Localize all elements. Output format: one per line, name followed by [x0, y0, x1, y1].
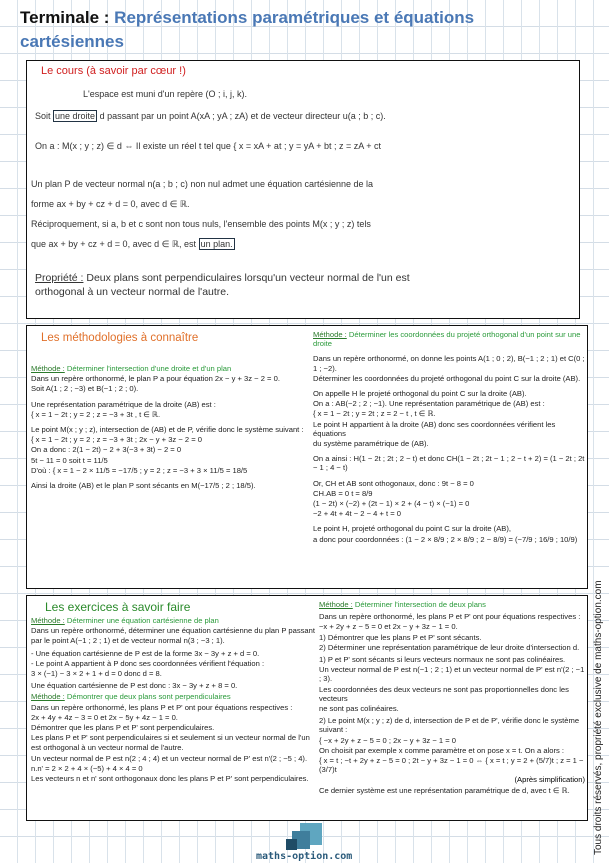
text-line: que ax + by + cz + d = 0, avec d ∈ ℝ, est un plan.	[31, 239, 233, 249]
text-line: n.n' = 2 × 2 + 4 × (−5) + 4 × 4 = 0	[31, 763, 143, 773]
title-text-2: cartésiennes	[20, 32, 124, 51]
text-line: 1) P et P' sont sécants si leurs vecteurs normaux ne sont pas colinéaires.	[319, 655, 566, 665]
text-line: (1 − 2t) × (−2) + (2t − 1) × 2 + (4 − t) × (−1) = 0	[313, 499, 470, 509]
page-title	[20, 6, 474, 54]
section-heading: Les méthodologies à connaître	[41, 332, 199, 344]
highlight-box: une droite	[55, 111, 96, 121]
text-line: Dans un repère orthonormé, le plan P a pour équation 2x − y + 3z − 2 = 0.	[31, 374, 280, 384]
text-line: - Une équation cartésienne de P est de la forme 3x − 3y + z + d = 0.	[31, 648, 260, 658]
text-line: { x = t ; −t + 2y + z − 5 = 0 ; 2t − y + 3z − 1 = 0 ⇔ { x = t ; y = 2 + (5/7)t ; z = 1 − (3/7)t	[319, 756, 584, 775]
note: (Après simplification)	[514, 775, 585, 785]
text-line: Démontrer que les plans P et P' sont perpendiculaires.	[31, 723, 215, 733]
text-line: Les plans P et P' sont perpendiculaires si et seulement si un vecteur normal de l'un	[31, 733, 310, 743]
method-intersection-plans: Méthode : Déterminer l'intersection de deux plans Dans un repère orthonormé, les plans P et P' ont pour équations respectives : −x + 2y + z − 5 = 0 et 2x − y + 3z − 1 = 0. 1) Démontrer que les plans P et P' sont sécants. 2) Déterminer une représentation paramétrique de leur droite d'intersection d. 1) P et P' sont sécants si leurs vecteurs normaux ne sont pas colinéaires. Un vecteur normal de P est n(−1 ; 2 ; 1) et un vecteur normal de P' est n'(2 ; −1 ; 3). Les coordonnées des deux vecteurs ne sont pas proportionnelles donc les vecteurs ne sont pas colinéaires. 2) Le point M(x ; y ; z) de d, intersection de P et de P', vérifie donc le système suivant : { −x + 2y + z − 5 = 0 ; 2x − y + 3z − 1 = 0 On choisit par exemple x comme paramètre et on pose x = t. On a alors : { x = t ; −t + 2y + z − 5 = 0 ; 2t − y + 3z − 1 = 0 ⇔ { x = t ; y = 2 + (5/7)t ; z = 1 − (3/7)t (Après simplification) Ce dernier système est une représentation paramétrique de d, avec t ∈ ℝ.	[319, 600, 585, 795]
section-heading: Le cours (à savoir par cœur !)	[41, 65, 186, 77]
methodologies-section	[26, 325, 588, 589]
text-line: L'espace est muni d'un repère (O ; i, j, k).	[83, 89, 248, 99]
text-line: - Le point A appartient à P donc ses coordonnées vérifient l'équation :	[31, 658, 265, 668]
text-line: par le point A(−1 ; 2 ; 1) et de vecteur normal n(3 ; −3 ; 1).	[31, 636, 225, 646]
text-line: On a : M(x ; y ; z) ∈ d ⇔ Il existe un réel t tel que { x = xA + at ; y = yA + bt ; z = zA + ct	[35, 141, 381, 151]
text-line: Un vecteur normal de P est n(−1 ; 2 ; 1) et un vecteur normal de P' est n'(2 ; −1 ; 3).	[319, 665, 585, 684]
text-line: On a donc : 2(1 − 2t) − 2 + 3(−3 + 3t) − 2 = 0	[31, 445, 182, 455]
text-line: est orthogonal à un vecteur normal de l'autre.	[31, 743, 184, 753]
section-heading: Les exercices à savoir faire	[45, 600, 191, 614]
text-line: Dans un repère orthonormé, les plans P et P' ont pour équations respectives :	[31, 702, 293, 712]
method-projete-orthogonal: Méthode : Déterminer les coordonnées du projeté orthogonal d'un point sur une droite Dans un repère orthonormé, on donne les points A(1 ; 0 ; 2), B(−1 ; 2 ; 1) et C(0 ; 1 ; −2). Déterminer les coordonnées du projeté orthogonal du point C sur la droite (AB). On appelle H le projeté orthogonal du point C sur la droite (AB). On a : AB(−2 ; 2 ; −1). Une représentation paramétrique de (AB) est : { x = 1 − 2t ; y = 2t ; z = 2 − t , t ∈ ℝ. Le point H appartient à la droite (AB) donc ses coordonnées vérifient les équations du système paramétrique de (AB). On a ainsi : H(1 − 2t ; 2t ; 2 − t) et donc CH(1 − 2t ; 2t − 1 ; 2 − t + 2) = (1 − 2t ; 2t − 1 ; 4 − t) Or, CH et AB sont othogonaux, donc : 9t − 8 = 0 CH.AB = 0 t = 8/9 (1 − 2t) × (−2) + (2t − 1) × 2 + (4 − t) × (−1) = 0 −2 + 4t + 4t − 2 − 4 + t = 0 Le point H, projeté orthogonal du point C sur la droite (AB), a donc pour coordonnées : (1 − 2 × 8/9 ; 2 × 8/9 ; 2 − 8/9) = (−7/9 ; 16/9 ; 10/9)	[313, 330, 585, 544]
text-line: CH.AB = 0 t = 8/9	[313, 488, 373, 498]
method-heading: Méthode : Démontrer que deux plans sont perpendiculaires	[31, 692, 231, 702]
text-line: ne sont pas colinéaires.	[319, 704, 399, 714]
text-line: Dans un repère orthonormé, on donne les points A(1 ; 0 ; 2), B(−1 ; 2 ; 1) et C(0 ; 1 ; −2).	[313, 354, 585, 373]
text-line: { x = 1 − 2t ; y = 2 ; z = −3 + 3t , t ∈ ℝ.	[31, 409, 161, 419]
title-prefix: Terminale :	[20, 8, 110, 27]
text-line: Ce dernier système est une représentation paramétrique de d, avec t ∈ ℝ.	[319, 785, 570, 795]
copyright-text: Tous droits réservés, propriété exclusive de maths-option.com	[593, 580, 604, 855]
text-line: D'où : { x = 1 − 2 × 11/5 = −17/5 ; y = 2 ; z = −3 + 3 × 11/5 = 18/5	[31, 465, 248, 475]
text-line: Une représentation paramétrique de la droite (AB) est :	[31, 399, 216, 409]
text-line: 3 × (−1) − 3 × 2 + 1 + d = 0 donc d = 8.	[31, 669, 162, 679]
method-intersection-droite-plan: Méthode : Déterminer l'intersection d'une droite et d'un plan Dans un repère orthonormé, le plan P a pour équation 2x − y + 3z − 2 = 0. Soit A(1 ; 2 ; −3) et B(−1 ; 2 ; 0). Une représentation paramétrique de la droite (AB) est : { x = 1 − 2t ; y = 2 ; z = −3 + 3t , t ∈ ℝ. Le point M(x ; y ; z), intersection de (AB) et de P, vérifie donc le système suivant : { x = 1 − 2t ; y = 2 ; z = −3 + 3t ; 2x − y + 3z − 2 = 0 On a donc : 2(1 − 2t) − 2 + 3(−3 + 3t) − 2 = 0 5t − 11 = 0 soit t = 11/5 D'où : { x = 1 − 2 × 11/5 = −17/5 ; y = 2 ; z = −3 + 3 × 11/5 = 18/5 Ainsi la droite (AB) et le plan P sont sécants en M(−17/5 ; 2 ; 18/5).	[31, 364, 311, 490]
text-line: forme ax + by + cz + d = 0, avec d ∈ ℝ.	[31, 199, 190, 209]
text-line: { x = 1 − 2t ; y = 2 ; z = −3 + 3t ; 2x − y + 3z − 2 = 0	[31, 435, 202, 445]
text-line: Soit A(1 ; 2 ; −3) et B(−1 ; 2 ; 0).	[31, 384, 139, 394]
brand-text: maths-option.com	[256, 851, 353, 862]
text-line: Un vecteur normal de P est n(2 ; 4 ; 4) et un vecteur normal de P' est n'(2 ; −5 ; 4).	[31, 753, 308, 763]
text-line: 2) Le point M(x ; y ; z) de d, intersection de P et de P', vérifie donc le système suivant :	[319, 716, 580, 735]
text-line: Le point H appartient à la droite (AB) donc ses coordonnées vérifient les équations	[313, 419, 556, 438]
text-line: a donc pour coordonnées : (1 − 2 × 8/9 ; 2 × 8/9 ; 2 − 8/9) = (−7/9 ; 16/9 ; 10/9)	[313, 534, 578, 544]
cours-section	[26, 60, 580, 319]
text-line: Les vecteurs n et n' sont orthogonaux donc les plans P et P' sont perpendiculaires.	[31, 774, 309, 784]
text-line: { x = 1 − 2t ; y = 2t ; z = 2 − t , t ∈ ℝ.	[313, 409, 436, 419]
text-line: On choisit par exemple x comme paramètre et on pose x = t. On a alors :	[319, 745, 565, 755]
text-line: Or, CH et AB sont othogonaux, donc : 9t − 8 = 0	[313, 478, 474, 488]
exercices-section	[26, 595, 588, 821]
text-line: On a : AB(−2 ; 2 ; −1). Une représentation paramétrique de (AB) est :	[313, 399, 545, 409]
text-line: Dans un repère orthonormé, déterminer une équation cartésienne du plan P passant	[31, 626, 315, 636]
text-line: Les coordonnées des deux vecteurs ne sont pas proportionnelles donc les vecteurs	[319, 684, 569, 703]
text-line: 2x + 4y + 4z − 3 = 0 et 2x − 5y + 4z − 1 = 0.	[31, 712, 178, 722]
text-line: Déterminer les coordonnées du projeté orthogonal du point C sur la droite (AB).	[313, 373, 581, 383]
text-line: Ainsi la droite (AB) et le plan P sont sécants en M(−17/5 ; 2 ; 18/5).	[31, 481, 256, 491]
text-line: Soit une droite d passant par un point A(xA ; yA ; zA) et de vecteur directeur u(a ; b ; c).	[35, 111, 386, 121]
method-equation-plan: Méthode : Déterminer une équation cartésienne de plan Dans un repère orthonormé, déterminer une équation cartésienne du plan P passant par le point A(−1 ; 2 ; 1) et de vecteur normal n(3 ; −3 ; 1). - Une équation cartésienne de P est de la forme 3x − 3y + z + d = 0. - Le point A appartient à P donc ses coordonnées vérifient l'équation : 3 × (−1) − 3 × 2 + 1 + d = 0 donc d = 8. Une équation cartésienne de P est donc : 3x − 3y + z + 8 = 0. Méthode : Démontrer que deux plans sont perpendiculaires Dans un repère orthonormé, les plans P et P' ont pour équations respectives : 2x + 4y + 4z − 3 = 0 et 2x − 5y + 4z − 1 = 0. Démontrer que les plans P et P' sont perpendiculaires. Les plans P et P' sont perpendiculaires si et seulement si un vecteur normal de l'un est orthogonal à un vecteur normal de l'autre. Un vecteur normal de P est n(2 ; 4 ; 4) et un vecteur normal de P' est n'(2 ; −5 ; 4). n.n' = 2 × 2 + 4 × (−5) + 4 × 4 = 0 Les vecteurs n et n' sont orthogonaux donc les plans P et P' sont perpendiculaires.	[31, 616, 315, 784]
text-line: Une équation cartésienne de P est donc : 3x − 3y + z + 8 = 0.	[31, 681, 238, 691]
text-line: Dans un repère orthonormé, les plans P et P' ont pour équations respectives :	[319, 612, 581, 622]
highlight-box: un plan.	[200, 239, 233, 249]
text-line: On appelle H le projeté orthogonal du point C sur la droite (AB).	[313, 389, 527, 399]
text-line: On a ainsi : H(1 − 2t ; 2t ; 2 − t) et donc CH(1 − 2t ; 2t − 1 ; 2 − t + 2) = (1 − 2t ; 2t − 1 ; 4 − t)	[313, 454, 585, 473]
text-line: Le point H, projeté orthogonal du point C sur la droite (AB),	[313, 524, 511, 534]
title-text: Représentations paramétriques et équations	[114, 8, 475, 27]
text-line: 1) Démontrer que les plans P et P' sont sécants.	[319, 632, 482, 642]
property: Propriété : Deux plans sont perpendiculaires lorsqu'un vecteur normal de l'un est orthogonal à un vecteur normal de l'autre.	[35, 272, 410, 298]
text-line: 2) Déterminer une représentation paramétrique de leur droite d'intersection d.	[319, 642, 580, 652]
text-line: −2 + 4t + 4t − 2 − 4 + t = 0	[313, 509, 402, 519]
text-line: Un plan P de vecteur normal n(a ; b ; c) non nul admet une équation cartésienne de la	[31, 179, 374, 189]
text-line: du système paramétrique de (AB).	[313, 439, 429, 449]
text-line: Le point M(x ; y ; z), intersection de (AB) et de P, vérifie donc le système suivant :	[31, 425, 304, 435]
text-line: { −x + 2y + z − 5 = 0 ; 2x − y + 3z − 1 = 0	[319, 735, 456, 745]
text-line: −x + 2y + z − 5 = 0 et 2x − y + 3z − 1 = 0.	[319, 622, 458, 632]
text-line: 5t − 11 = 0 soit t = 11/5	[31, 455, 108, 465]
text-line: Réciproquement, si a, b et c sont non tous nuls, l'ensemble des points M(x ; y ; z) tels	[31, 219, 371, 229]
